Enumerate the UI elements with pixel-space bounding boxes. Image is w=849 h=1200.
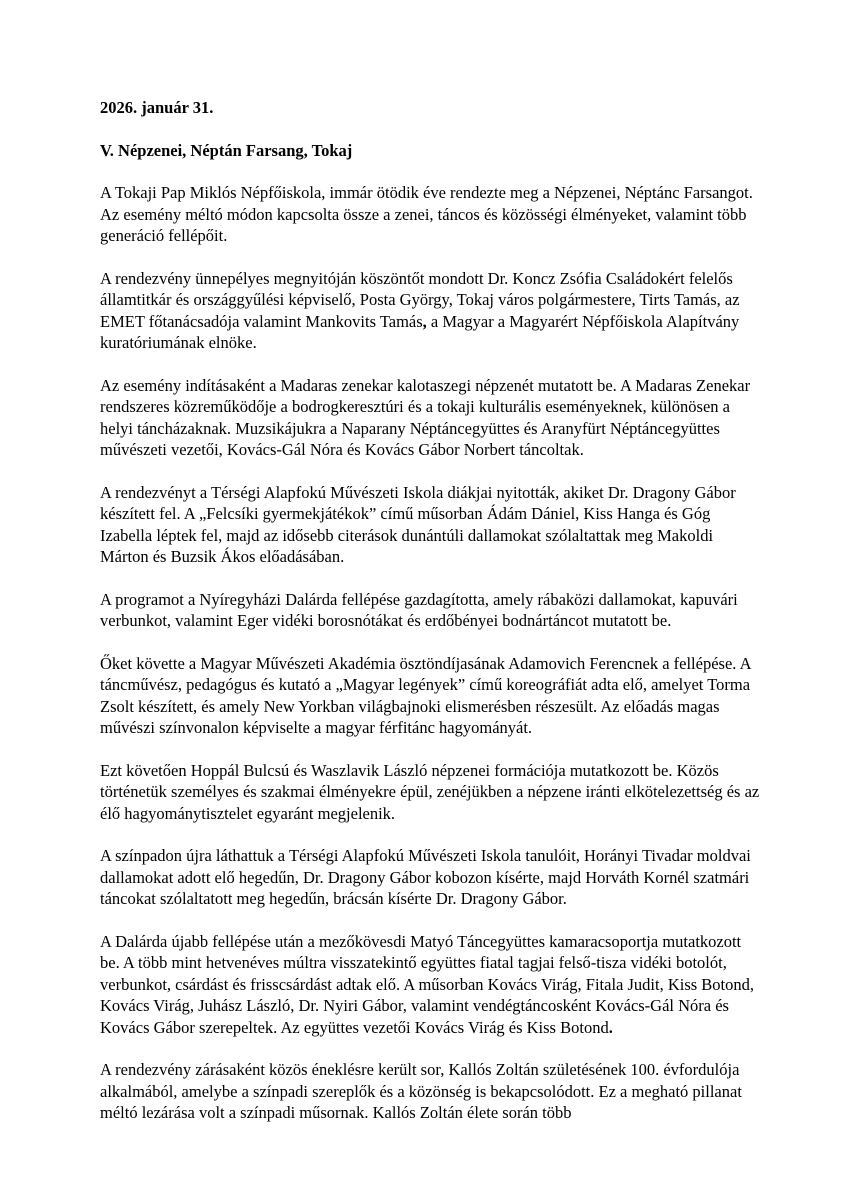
- text-run: A Tokaji Pap Miklós Népfőiskola, immár ötödik éve rendezte meg a Népzenei, Néptánc Farsangot. Az esemény méltó módon kapcsolta össze a zenei, táncos és közösségi élményeket, valamint több generáció fellépőit.: [100, 183, 753, 245]
- paragraph: [100, 653, 762, 739]
- text-run: Az esemény indításaként a Madaras zenekar kalotaszegi népzenét mutatott be. A Madaras Zenekar rendszeres közreműködője a bodrogkeresztúri és a tokaji kulturális eseményeknek, különösen a helyi táncházaknak. Muzsikájukra a Naparany Néptáncegyüttes és Aranyfürt Néptáncegyüttes művészeti vezetői, Kovács-Gál Nóra és Kovács Gábor Norbert táncoltak.: [100, 375, 751, 459]
- text-run: Ezt követően Hoppál Bulcsú és Waszlavik László népzenei formációja mutatkozott be. Közös történetük személyes és szakmai élményekre épül, zenéjükben a népzene iránti elkötelezettség és az élő hagyománytisztelet egyaránt megjelenik.: [100, 760, 760, 823]
- text-run: .: [608, 1017, 613, 1037]
- text-run: A programot a Nyíregyházi Dalárda fellépése gazdagította, amely rábaközi dallamokat, kapuvári verbunkot, valamint Eger vidéki borosnótákat és erdőbényei bodnártáncot mutatott be.: [100, 589, 738, 630]
- text-run: A rendezvény ünnepélyes megnyitóján köszöntőt mondott Dr. Koncz Zsófia Családokért felelős államtitkár és országgyűlési képviselő, Posta György, Tokaj város polgármestere, Tirts Tamás, az EMET főtanácsadója valamint Mankovits Tamás: [100, 268, 740, 331]
- paragraph: [100, 589, 762, 632]
- paragraph: [100, 845, 762, 910]
- text-run: A rendezvényt a Térségi Alapfokú Művészeti Iskola diákjai nyitották, akiket Dr. Dragony Gábor készített fel. A „Felcsíki gyermekjátékok” című műsorban Ádám Dániel, Kiss Hanga és Góg Izabella léptek fel, majd az idősebb citerások dunántúli dallamokat szólaltattak meg Makoldi Márton és Buzsik Ákos előadásában.: [100, 482, 736, 566]
- paragraph: [100, 931, 762, 1039]
- text-run: Őket követte a Magyar Művészeti Akadémia ösztöndíjasának Adamovich Ferencnek a fellépése. A táncművész, pedagógus és kutató a „Magyar legények” című koreográfiát adta elő, amelyet Torma Zsolt készített, és amely New Yorkban világbajnoki elismerésben részesült. Az előadás magas művészi színvonalon képviselte a magyar férfitánc hagyományát.: [100, 653, 751, 737]
- paragraph: [100, 1059, 762, 1124]
- paragraph: [100, 182, 762, 247]
- paragraph: [100, 482, 762, 568]
- document-date: 2026. január 31.: [100, 98, 214, 117]
- paragraph: [100, 268, 762, 354]
- paragraph: [100, 375, 762, 461]
- document-content: [100, 97, 762, 1145]
- paragraph: [100, 760, 762, 825]
- text-run: A rendezvény zárásaként közös éneklésre került sor, Kallós Zoltán születésének 100. évfordulója alkalmából, amelybe a színpadi szereplők és a közönség is bekapcsolódott. Ez a megható pillanat méltó lezárása volt a színpadi műsornak. Kallós Zoltán élete során több: [100, 1060, 742, 1122]
- text-run: A színpadon újra láthattuk a Térségi Alapfokú Művészeti Iskola tanulóit, Horányi Tivadar moldvai dallamokat adott elő hegedűn, Dr. Dragony Gábor kobozon kísérte, majd Horváth Kornél szatmári táncokat szólaltatott meg hegedűn, brácsán kísérte Dr. Dragony Gábor.: [100, 846, 751, 908]
- text-run: ,: [422, 311, 427, 331]
- text-run: a Magyar a Magyarért Népfőiskola Alapítvány kuratóriumának elnöke.: [100, 311, 740, 352]
- document-title: V. Népzenei, Néptán Farsang, Tokaj: [100, 140, 353, 160]
- document-body: [100, 182, 762, 1124]
- text-run: A Dalárda újabb fellépése után a mezőkövesdi Matyó Táncegyüttes kamaracsoportja mutatkozott be. A több mint hetvenéves múltra visszatekintő együttes fiatal tagjai felső-tisza vidéki botolót, verbunkot, csárdást és frisscsárdást adtak elő. A műsorban Kovács Virág, Fitala Judit, Kiss Botond, Kovács Virág, Juhász László, Dr. Nyiri Gábor, valamint vendégtáncosként Kovács-Gál Nóra és Kovács Gábor szerepeltek. Az együttes vezetői Kovács Virág és Kiss Botond: [100, 931, 755, 1037]
